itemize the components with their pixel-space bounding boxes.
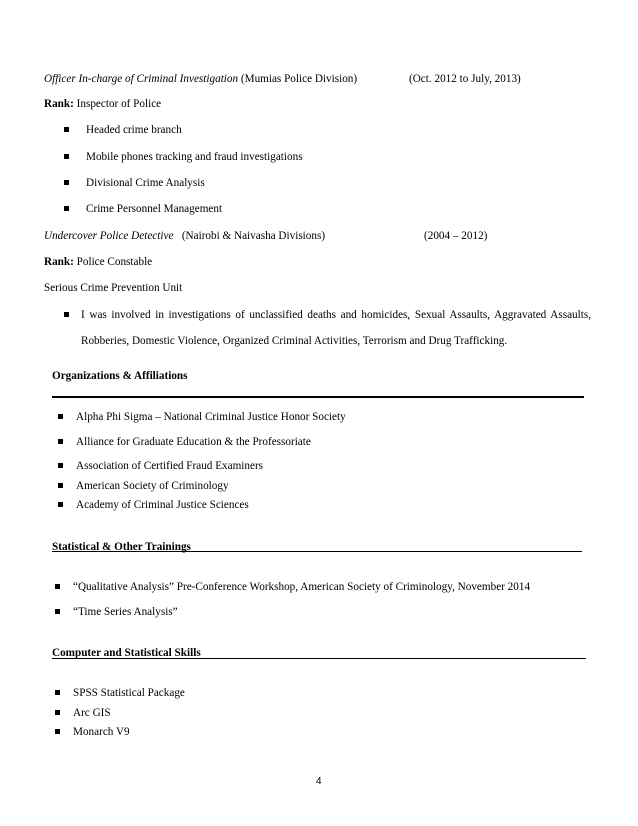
section-heading-skills: Computer and Statistical Skills — [52, 647, 201, 659]
bullet-icon — [55, 710, 60, 715]
bullet-icon — [64, 127, 69, 132]
job1-division: (Mumias Police Division) — [240, 73, 358, 85]
list-item: American Society of Criminology — [76, 480, 229, 492]
list-item: Alliance for Graduate Education & the Professoriate — [76, 436, 311, 448]
bullet-icon — [55, 609, 60, 614]
job1-dates: (Oct. 2012 to July, 2013) — [409, 73, 521, 85]
list-item: “Time Series Analysis” — [73, 606, 178, 618]
bullet-icon — [55, 729, 60, 734]
list-item: Monarch V9 — [73, 726, 130, 738]
job2-dates: (2004 – 2012) — [424, 230, 488, 242]
bullet-icon — [64, 154, 69, 159]
bullet-icon — [64, 180, 69, 185]
bullet-icon — [58, 463, 63, 468]
section-heading-organizations: Organizations & Affiliations — [52, 370, 188, 382]
list-item: Arc GIS — [73, 707, 111, 719]
bullet-icon — [64, 312, 69, 317]
list-item: Divisional Crime Analysis — [86, 177, 205, 189]
list-item: Academy of Criminal Justice Sciences — [76, 499, 249, 511]
bullet-icon — [58, 414, 63, 419]
list-item: Crime Personnel Management — [86, 203, 223, 215]
bullet-icon — [55, 690, 60, 695]
list-item: Headed crime branch — [86, 124, 182, 136]
job2-division: (Nairobi & Naivasha Divisions) — [181, 230, 326, 242]
job2-rank — [44, 255, 152, 269]
rank-value: Inspector of Police — [76, 98, 162, 110]
list-item-line: I was involved in investigations of unclassified deaths and homicides, Sexual Assaults, Aggravated Assaults, — [81, 309, 591, 321]
list-item: SPSS Statistical Package — [73, 687, 185, 699]
job2-unit: Serious Crime Prevention Unit — [44, 282, 183, 294]
rank-value: Police Constable — [76, 256, 153, 268]
section-divider — [52, 396, 584, 398]
list-item: “Qualitative Analysis” Pre-Conference Workshop, American Society of Criminology, November 2014 — [73, 581, 531, 593]
job2-header — [44, 229, 325, 243]
bullet-icon — [55, 584, 60, 589]
job1-title: Officer In-charge of Criminal Investigation — [44, 73, 239, 85]
list-item: Mobile phones tracking and fraud investigations — [86, 151, 303, 163]
job1-header — [44, 72, 357, 86]
page-number: 4 — [316, 776, 322, 787]
rank-label: Rank: — [44, 98, 74, 110]
rank-label: Rank: — [44, 256, 74, 268]
section-divider — [52, 551, 582, 552]
job2-title: Undercover Police Detective — [44, 230, 174, 242]
bullet-icon — [58, 483, 63, 488]
section-divider — [52, 658, 586, 659]
list-item: Alpha Phi Sigma – National Criminal Justice Honor Society — [76, 411, 346, 423]
bullet-icon — [58, 502, 63, 507]
bullet-icon — [64, 206, 69, 211]
list-item: Association of Certified Fraud Examiners — [76, 460, 264, 472]
list-item-line: Robberies, Domestic Violence, Organized Criminal Activities, Terrorism and Drug Trafficking. — [81, 335, 508, 347]
section-heading-trainings: Statistical & Other Trainings — [52, 541, 191, 553]
bullet-icon — [58, 439, 63, 444]
job1-rank — [44, 97, 161, 111]
